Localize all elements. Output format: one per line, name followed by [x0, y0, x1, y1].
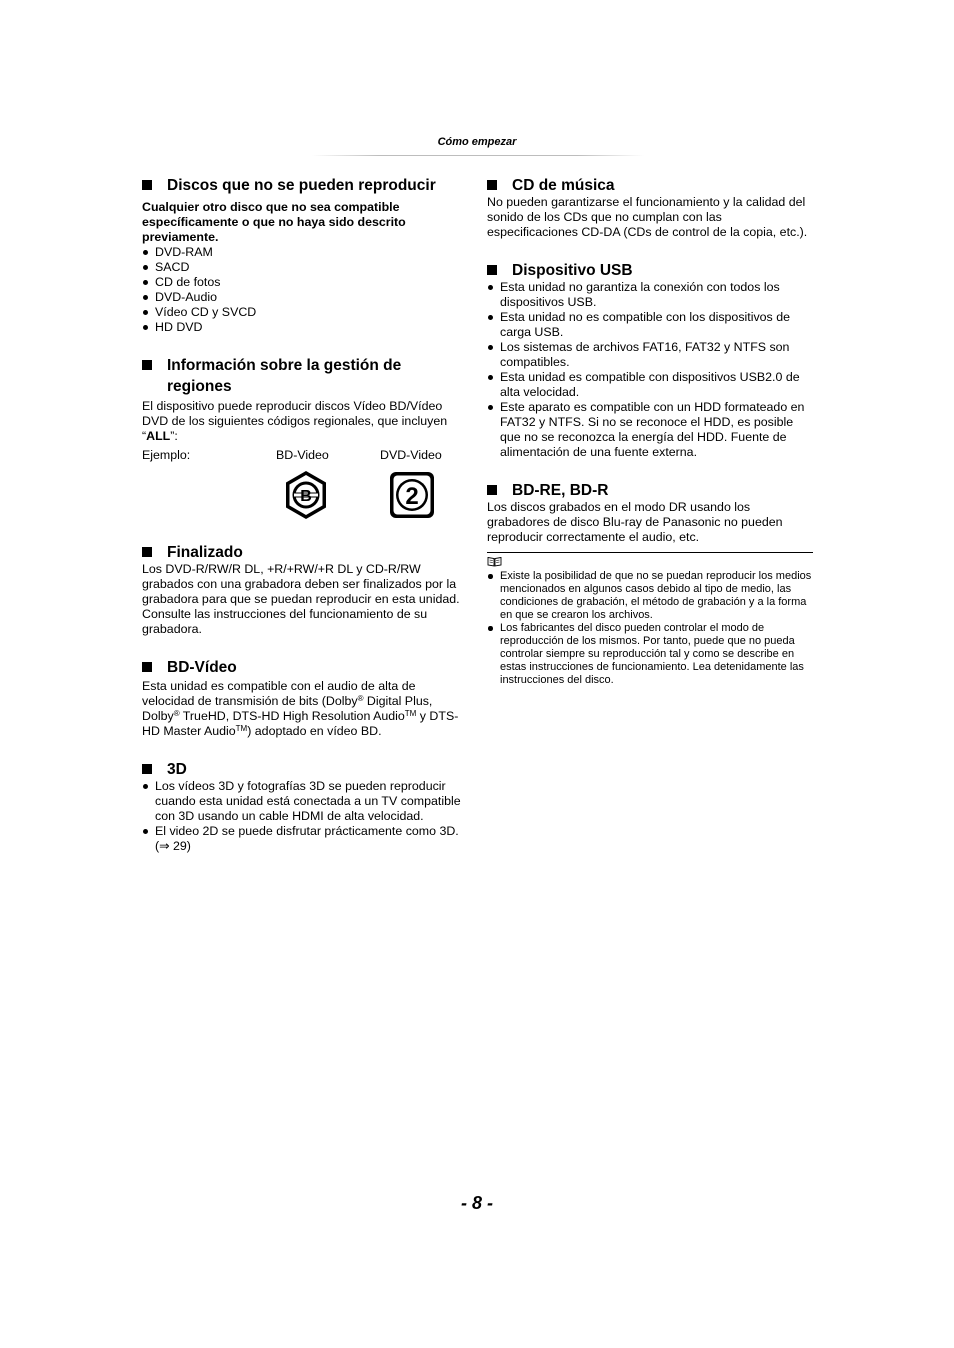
list-item: Esta unidad no es compatible con los dispositivos de carga USB. [487, 310, 813, 340]
example-label: Ejemplo: [142, 448, 191, 462]
cd-musica-body: No pueden garantizarse el funcionamiento y la calidad del sonido de los CDs que no cumplan con las especificaciones CD-DA (CDs de control de la copia, etc.). [487, 195, 808, 239]
square-bullet-icon [487, 485, 497, 495]
bd-region-b-icon [282, 470, 330, 520]
header-rule [312, 155, 644, 156]
square-bullet-icon [487, 180, 497, 190]
discos-list [142, 245, 466, 335]
section-bd-re-bd-r [487, 480, 813, 545]
section-heading [487, 480, 813, 501]
usb-list [487, 280, 813, 460]
section-heading [142, 355, 466, 397]
page-number: - 8 - [460, 1193, 493, 1213]
left-column [142, 175, 466, 854]
square-bullet-icon [487, 265, 497, 275]
finalizado-body: Los DVD-R/RW/R DL, +R/+RW/+R DL y CD-R/RW grabados con una grabadora deben ser finalizados por la grabadora para que se puedan reproducir en esta unidad. Consulte las instrucciones del funcionamiento de su grabadora. [142, 562, 460, 636]
square-bullet-icon [142, 180, 152, 190]
list-item: DVD-RAM [142, 245, 466, 260]
list-item: Esta unidad es compatible con dispositivos USB2.0 de alta velocidad. [487, 370, 813, 400]
region-icons-row [142, 470, 466, 522]
list-item: HD DVD [142, 320, 466, 335]
bd-video-text-3: TrueHD, DTS-HD High Resolution Audio [179, 709, 405, 723]
notes-section [487, 556, 813, 687]
registered-mark: ® [173, 709, 180, 718]
notes-list [487, 570, 813, 687]
section-cd-musica [487, 175, 813, 240]
square-bullet-icon [142, 662, 152, 672]
book-icon [487, 556, 502, 567]
list-item: Los sistemas de archivos FAT16, FAT32 y NTFS son compatibles. [487, 340, 813, 370]
trademark-mark: TM [235, 724, 248, 733]
list-item: Los vídeos 3D y fotografías 3D se pueden reproducir cuando esta unidad está conectada a un TV compatible con 3D usando un cable HDMI de alta velocidad. [142, 779, 466, 824]
dvd-video-label: DVD-Video [380, 448, 442, 462]
list-item: Vídeo CD y SVCD [142, 305, 466, 320]
list-item: Esta unidad no garantiza la conexión con todos los dispositivos USB. [487, 280, 813, 310]
square-bullet-icon [142, 764, 152, 774]
discos-intro: Cualquier otro disco que no sea compatible específicamente o que no haya sido descrito previamente. [142, 200, 406, 244]
section-title: BD-RE, BD-R [512, 482, 609, 499]
bd-video-text-2: Digital Plus, Dolby [142, 694, 433, 723]
list-item: Los fabricantes del disco pueden controlar el modo de reproducción de los mismos. Por tanto, puede que no pueda controlar siempre su reproducción tal y como se describe en estas instrucciones de funcionamiento. Lea detenidamente las instrucciones del disco. [487, 622, 813, 687]
section-title: 3D [167, 761, 187, 778]
section-finalizado [142, 542, 466, 637]
section-title: Finalizado [167, 544, 243, 561]
section-heading [142, 657, 466, 678]
section-title: Discos que no se pueden reproducir [167, 177, 436, 194]
section-title: Información sobre la gestión de regiones [167, 357, 402, 395]
list-item: Este aparato es compatible con un HDD formateado en FAT32 y NTFS. Si no se reconoce el HDD, es posible que no se reconozca la energía del HDD. Fuente de alimentación de una fuente externa. [487, 400, 813, 460]
registered-mark: ® [357, 694, 364, 703]
section-title: BD-Vídeo [167, 659, 237, 676]
tresd-list [142, 779, 466, 854]
regiones-all-code: ALL [146, 429, 171, 443]
regiones-body [142, 399, 466, 444]
section-heading [142, 542, 466, 563]
dvd-region-number: 2 [405, 483, 419, 510]
trademark-mark: TM [404, 709, 417, 718]
section-heading [142, 175, 466, 196]
list-item: CD de fotos [142, 275, 466, 290]
section-dispositivo-usb [487, 260, 813, 460]
regiones-body-end: ”: [170, 429, 178, 443]
square-bullet-icon [142, 360, 152, 370]
section-discos-no-reproducibles [142, 175, 466, 335]
square-bullet-icon [142, 547, 152, 557]
section-heading [487, 260, 813, 281]
section-heading [487, 175, 813, 196]
section-title: CD de música [512, 177, 615, 194]
bd-video-text-1: Esta unidad es compatible con el audio de alta de velocidad de transmisión de bits (Dolby [142, 679, 416, 708]
bd-video-text-5: ) adoptado en vídeo BD. [247, 724, 382, 738]
regiones-body-text: El dispositivo puede reproducir discos Vídeo BD/Vídeo DVD de los siguientes códigos regionales, que incluyen “ [142, 399, 448, 443]
section-bd-video [142, 657, 466, 739]
dvd-region-2-icon [388, 470, 436, 520]
section-heading [142, 759, 466, 780]
section-title: Dispositivo USB [512, 262, 633, 279]
bd-re-body: Los discos grabados en el modo DR usando los grabadores de disco Blu-ray de Panasonic no pueden reproducir correctamente el audio, etc. [487, 500, 783, 544]
section-regiones [142, 355, 466, 522]
list-item: El video 2D se puede disfrutar prácticamente como 3D. (⇒ 29) [142, 824, 466, 854]
list-item: DVD-Audio [142, 290, 466, 305]
bd-video-body [142, 679, 466, 739]
bd-video-label: BD-Video [276, 448, 329, 462]
list-item: Existe la posibilidad de que no se puedan reproducir los medios mencionados en algunos casos debido al tipo de medio, las condiciones de grabación, el método de grabación y a la forma en que se crearon los archivos. [487, 570, 813, 622]
bd-region-letter: B [300, 488, 312, 505]
section-3d [142, 759, 466, 854]
bd-video-text-4: y DTS-HD Master Audio [142, 709, 459, 738]
note-divider [487, 552, 813, 553]
region-example-row [142, 448, 466, 468]
list-item: SACD [142, 260, 466, 275]
right-column [487, 175, 813, 687]
running-header: Cómo empezar [437, 136, 517, 148]
